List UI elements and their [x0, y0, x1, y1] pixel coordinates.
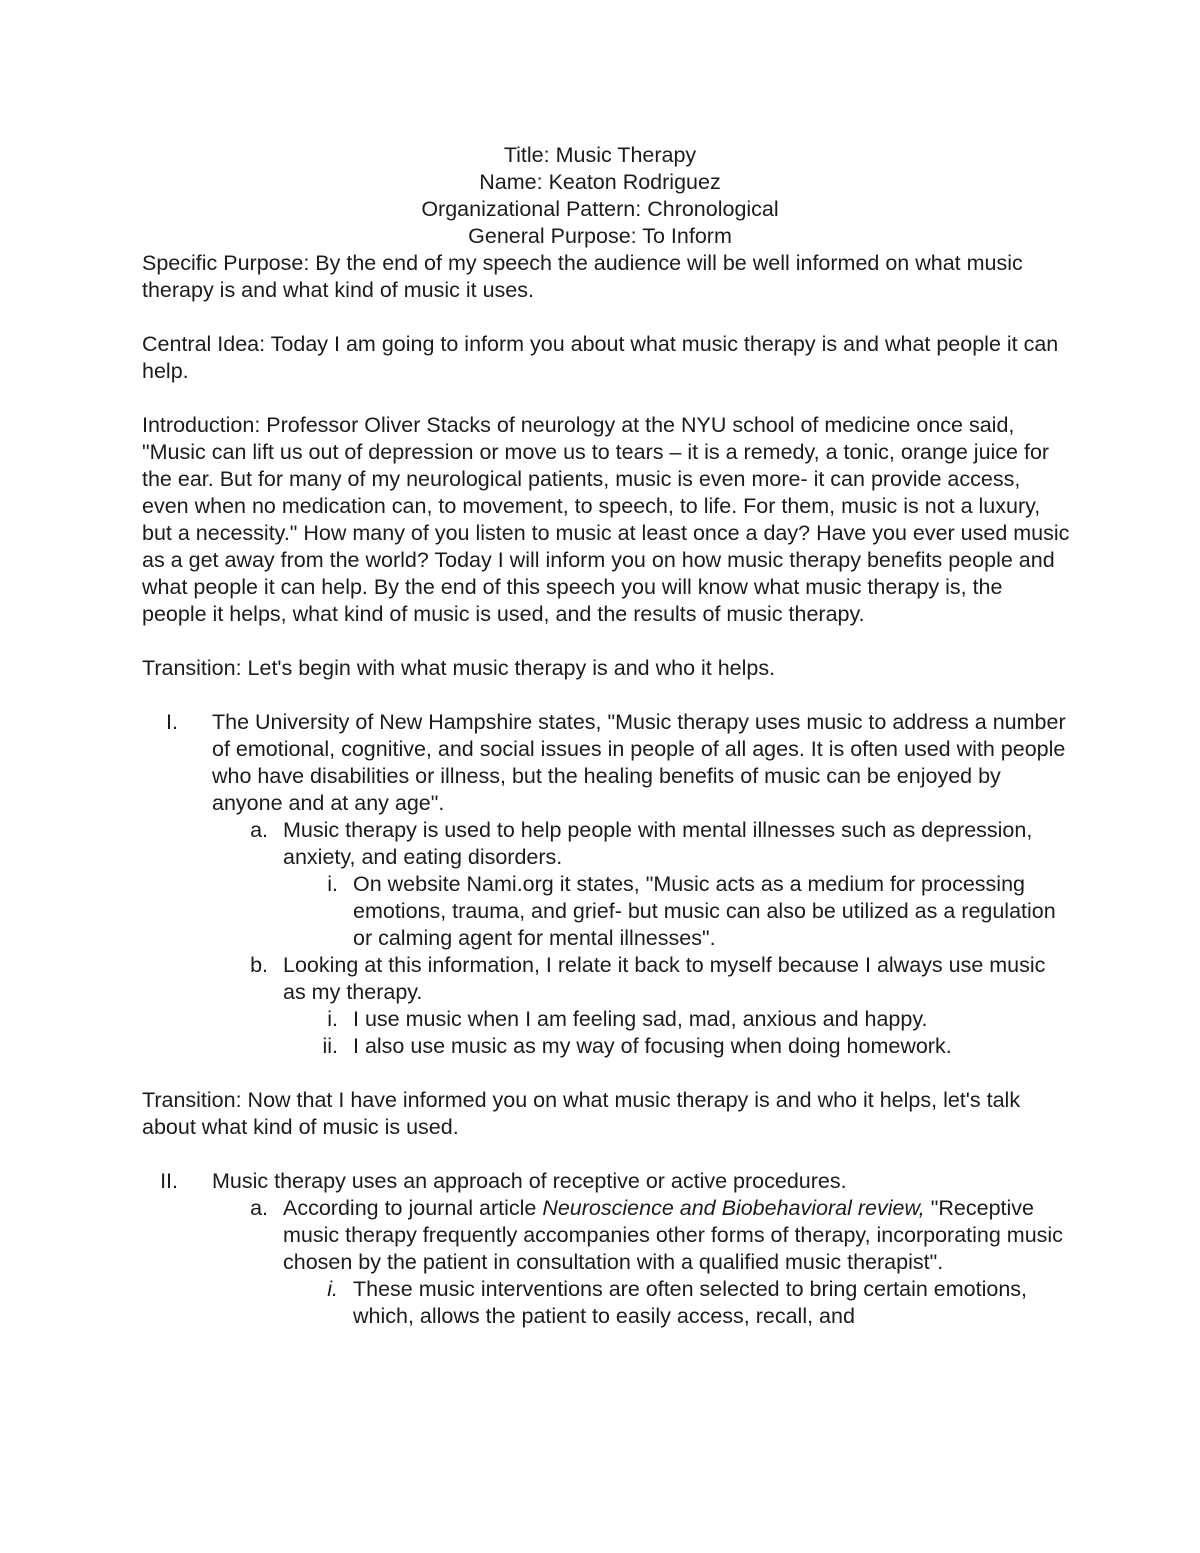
document-body	[142, 250, 1072, 1357]
sub-point-1a-letter: a.	[250, 818, 268, 842]
sub-point-1b-i-text: I use music when I am feeling sad, mad, anxious and happy.	[353, 1007, 928, 1031]
sub-point-1a	[142, 817, 1072, 871]
sub-point-1b	[142, 952, 1072, 1006]
sub-point-1a-i-text: On website Nami.org it states, "Music acts as a medium for processing emotions, trauma, and grief- but music can also be utilized as a regulation or calming agent for mental illnesses".	[353, 872, 1056, 950]
sub-point-2a-i-numeral: i.	[327, 1277, 338, 1301]
main-point-1-number: I.	[166, 710, 178, 734]
sub-point-2a-intro: According to journal article	[283, 1196, 543, 1220]
transition-paragraph-1: Transition: Let's begin with what music therapy is and who it helps.	[142, 656, 776, 680]
sub-point-1a-text: Music therapy is used to help people with mental illnesses such as depression, anxiety, and eating disorders.	[283, 818, 1033, 869]
sub-point-1b-i-numeral: i.	[327, 1007, 338, 1031]
main-point-2-text: Music therapy uses an approach of receptive or active procedures.	[212, 1169, 847, 1193]
outline-point-2	[142, 1168, 1072, 1330]
sub-point-1b-ii-text: I also use music as my way of focusing when doing homework.	[353, 1034, 952, 1058]
sub-point-1b-ii-numeral: ii.	[322, 1034, 338, 1058]
sub-point-2a-i-text: These music interventions are often selected to bring certain emotions, which, allows the patient to easily access, recall, and	[353, 1277, 1028, 1328]
introduction-paragraph: Introduction: Professor Oliver Stacks of neurology at the NYU school of medicine once said, "Music can lift us out of depression or move us to tears – it is a remedy, a tonic, orange juice for the ear. But for many of my neurological patients, music is even more- it can provide access, even when no medication can, to movement, to speech, to life. For them, music is not a luxury, but a necessity." How many of you listen to music at least once a day? Have you ever used music as a get away from the world? Today I will inform you on how music therapy benefits people and what people it can help. By the end of this speech you will know what music therapy is, the people it helps, what kind of music is used, and the results of music therapy.	[142, 413, 1070, 626]
sub-point-1b-i	[142, 1006, 1072, 1033]
outline-point-1	[142, 709, 1072, 1060]
document-header	[0, 142, 1200, 250]
title-line: Title: Music Therapy	[503, 143, 697, 167]
transition-paragraph-2: Transition: Now that I have informed you on what music therapy is and who it helps, let's talk about what kind of music is used.	[142, 1088, 1021, 1139]
general-purpose-line: General Purpose: To Inform	[468, 224, 732, 248]
central-idea-paragraph: Central Idea: Today I am going to inform you about what music therapy is and what people it can help.	[142, 332, 1059, 383]
sub-point-2a-letter: a.	[250, 1196, 268, 1220]
pattern-line: Organizational Pattern: Chronological	[421, 197, 779, 221]
sub-point-1b-text: Looking at this information, I relate it back to myself because I always use music as my therapy.	[283, 953, 1046, 1004]
sub-point-2a-quote: "Receptive music therapy frequently accompanies other forms of therapy, incorporating music chosen by the patient in consultation with a qualified music therapist".	[283, 1196, 1063, 1274]
specific-purpose-paragraph: Specific Purpose: By the end of my speech the audience will be well informed on what music therapy is and what kind of music it uses.	[142, 251, 1023, 302]
sub-point-2a	[142, 1195, 1072, 1276]
main-point-1	[142, 709, 1072, 817]
sub-point-1b-ii	[142, 1033, 1072, 1060]
main-point-2	[142, 1168, 1072, 1195]
name-line: Name: Keaton Rodriguez	[479, 170, 721, 194]
sub-point-2a-i	[142, 1276, 1072, 1330]
sub-point-1a-i-numeral: i.	[327, 872, 338, 896]
journal-title: Neuroscience and Biobehavioral review,	[542, 1196, 925, 1220]
sub-point-1a-i	[142, 871, 1072, 952]
sub-point-1b-letter: b.	[250, 953, 268, 977]
main-point-1-text: The University of New Hampshire states, "Music therapy uses music to address a number of emotional, cognitive, and social issues in people of all ages. It is often used with people who have disabilities or illness, but the healing benefits of music can be enjoyed by anyone and at any age".	[212, 710, 1066, 815]
main-point-2-number: II.	[160, 1169, 178, 1193]
